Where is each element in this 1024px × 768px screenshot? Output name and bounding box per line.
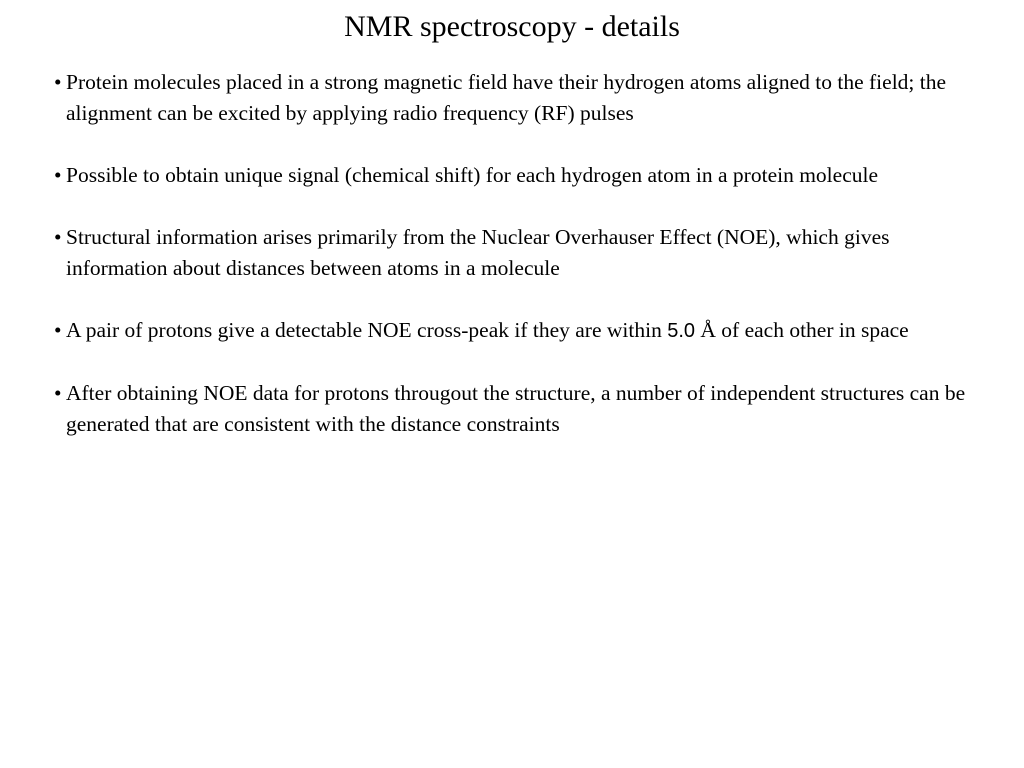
slide-title: NMR spectroscopy - details [344,10,680,43]
bullet-dot-icon: • [54,163,62,187]
bullet-item [54,378,989,440]
bullet-text-end: Å of each other in space [695,318,909,342]
bullet-list [54,67,989,471]
bullet-text: Protein molecules placed in a strong magnetic field have their hydrogen atoms aligned to the field; the alignment can be excited by applying radio frequency (RF) pulses [66,70,947,125]
bullet-dot-icon: • [54,381,62,405]
distance-value: 5.0 [667,320,696,342]
bullet-text-start: A pair of protons give a detectable NOE cross-peak if they are within [66,318,668,342]
bullet-dot-icon: • [54,225,62,249]
bullet-item [54,315,989,347]
bullet-dot-icon: • [54,70,62,94]
bullet-item [54,67,989,129]
bullet-text: Possible to obtain unique signal (chemical shift) for each hydrogen atom in a protein molecule [66,163,879,187]
bullet-item [54,222,989,284]
bullet-text: After obtaining NOE data for protons througout the structure, a number of independent structures can be generated that are consistent with the distance constraints [66,381,966,436]
bullet-dot-icon: • [54,318,62,342]
bullet-text: Structural information arises primarily from the Nuclear Overhauser Effect (NOE), which gives information about distances between atoms in a molecule [66,225,890,280]
bullet-item [54,160,989,191]
